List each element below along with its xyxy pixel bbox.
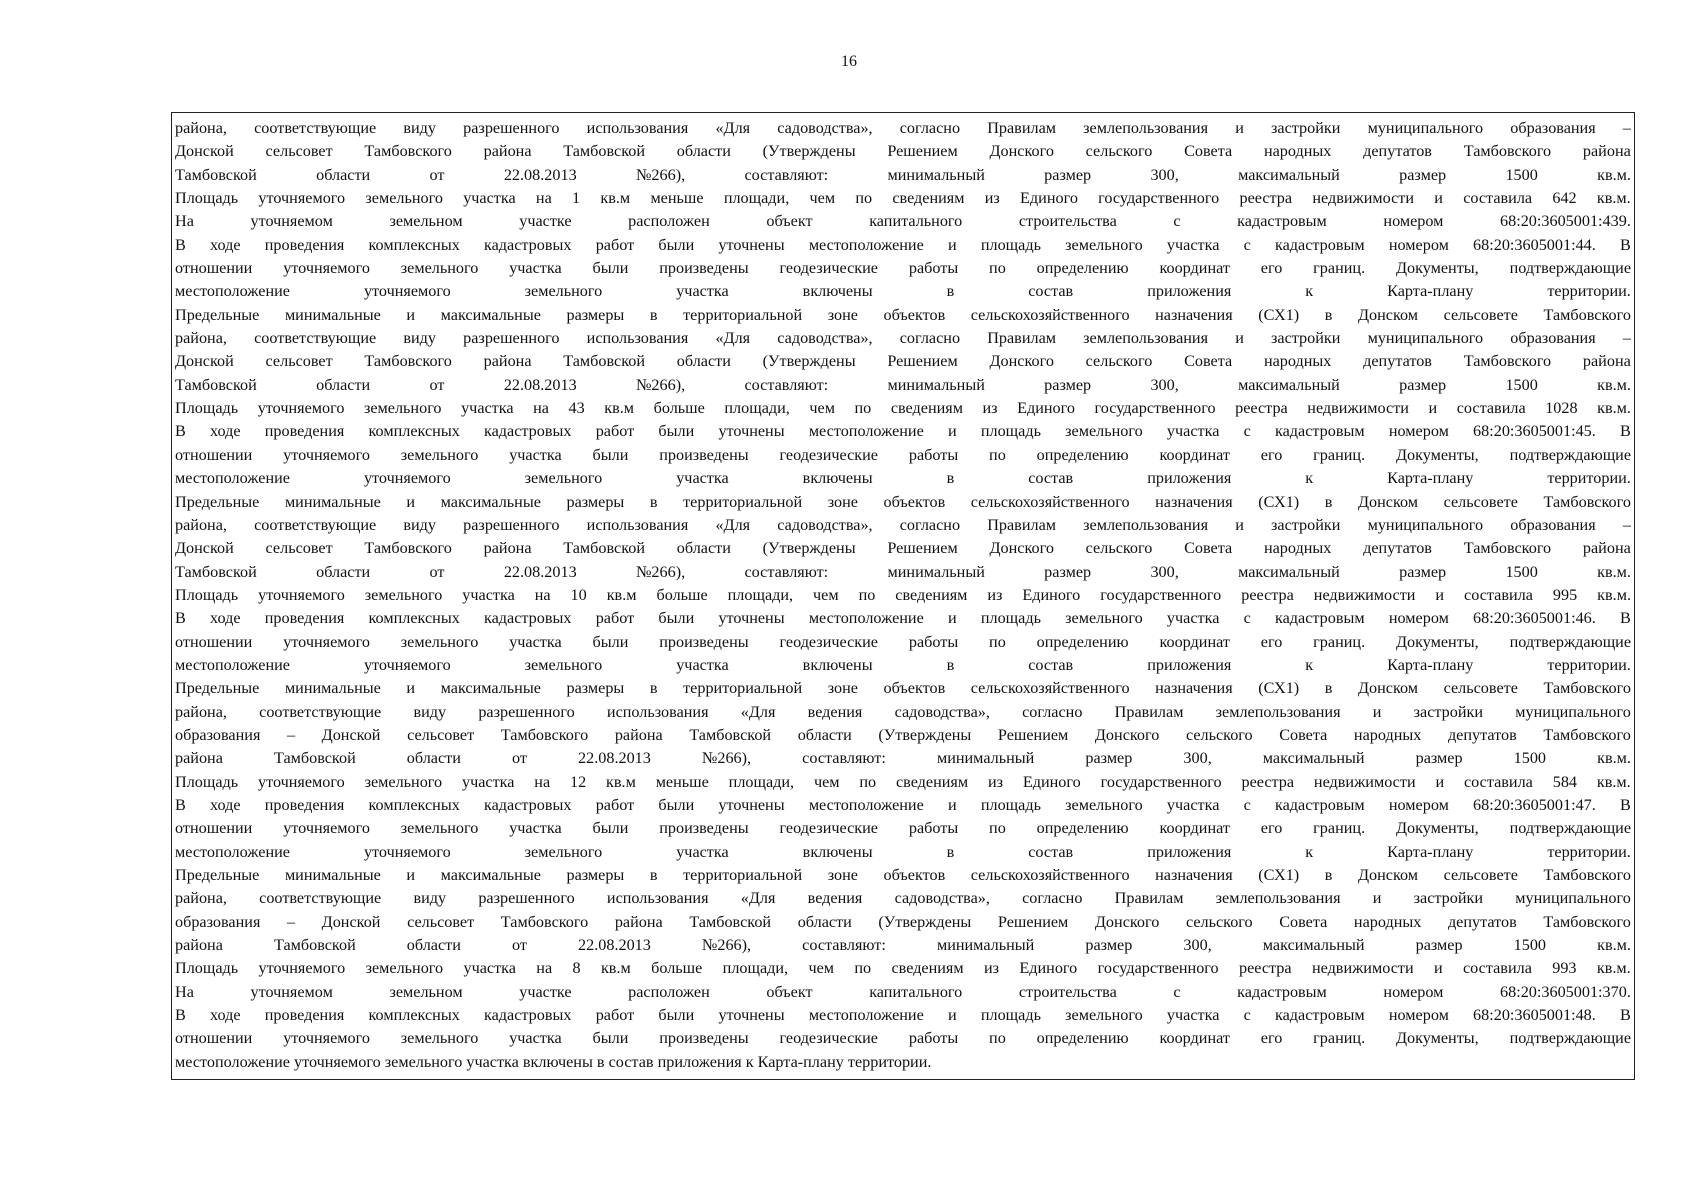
- text-line: Предельные минимальные и максимальные размеры в территориальной зоне объектов сельскохозяйственного назначения (СХ1) в Донском сельсовете Тамбовского: [175, 679, 1631, 698]
- text-line: района Тамбовской области от 22.08.2013 №266), составляют: минимальный размер 300, максимальный размер 1500 кв.м.: [175, 936, 1631, 955]
- text-line: местоположение уточняемого земельного участка включены в состав приложения к Карта-плану территории.: [175, 842, 1631, 861]
- text-line: Тамбовской области от 22.08.2013 №266), составляют: минимальный размер 300, максимальный размер 1500 кв.м.: [175, 562, 1631, 581]
- text-line: Тамбовской области от 22.08.2013 №266), составляют: минимальный размер 300, максимальный размер 1500 кв.м.: [175, 375, 1631, 394]
- text-line: отношении уточняемого земельного участка были произведены геодезические работы по определению координат его границ. Документы, подтверждающие: [175, 1029, 1631, 1048]
- text-line: Донской сельсовет Тамбовского района Тамбовской области (Утверждены Решением Донского сельского Совета народных депутатов Тамбовского района: [175, 142, 1631, 161]
- text-line: Площадь уточняемого земельного участка на 43 кв.м больше площади, чем по сведениям из Единого государственного реестра недвижимости и составила 1028 кв.м.: [175, 399, 1631, 418]
- text-line: На уточняемом земельном участке расположен объект капитального строительства с кадастровым номером 68:20:3605001:370.: [175, 982, 1631, 1001]
- text-line: Площадь уточняемого земельного участка на 10 кв.м больше площади, чем по сведениям из Единого государственного реестра недвижимости и составила 995 кв.м.: [175, 585, 1631, 604]
- text-line: местоположение уточняемого земельного участка включены в состав приложения к Карта-плану территории.: [175, 655, 1631, 674]
- text-line: района, соответствующие виду разрешенного использования «Для садоводства», согласно Правилам землепользования и застройки муниципального образования –: [175, 515, 1631, 534]
- text-line: образования – Донской сельсовет Тамбовского района Тамбовской области (Утверждены Решением Донского сельского Совета народных депутатов Тамбовского: [175, 725, 1631, 744]
- text-line: Площадь уточняемого земельного участка на 8 кв.м больше площади, чем по сведениям из Единого государственного реестра недвижимости и составила 993 кв.м.: [175, 959, 1631, 978]
- text-line: местоположение уточняемого земельного участка включены в состав приложения к Карта-плану территории.: [175, 1052, 932, 1071]
- text-line: Предельные минимальные и максимальные размеры в территориальной зоне объектов сельскохозяйственного назначения (СХ1) в Донском сельсовете Тамбовского: [175, 305, 1631, 324]
- text-line: В ходе проведения комплексных кадастровых работ были уточнены местоположение и площадь земельного участка с кадастровым номером 68:20:3605001:47. В: [175, 795, 1631, 814]
- text-line: Предельные минимальные и максимальные размеры в территориальной зоне объектов сельскохозяйственного назначения (СХ1) в Донском сельсовете Тамбовского: [175, 866, 1631, 884]
- text-line: района, соответствующие виду разрешенного использования «Для ведения садоводства», согласно Правилам землепользования и застройки муниципального: [175, 702, 1631, 721]
- text-line: района, соответствующие виду разрешенного использования «Для садоводства», согласно Правилам землепользования и застройки муниципального образования –: [175, 329, 1631, 348]
- text-line: отношении уточняемого земельного участка были произведены геодезические работы по определению координат его границ. Документы, подтверждающие: [175, 819, 1631, 838]
- text-line: В ходе проведения комплексных кадастровых работ были уточнены местоположение и площадь земельного участка с кадастровым номером 68:20:3605001:48. В: [175, 1006, 1631, 1025]
- text-line: Донской сельсовет Тамбовского района Тамбовской области (Утверждены Решением Донского сельского Совета народных депутатов Тамбовского района: [175, 352, 1631, 371]
- text-line: района Тамбовской области от 22.08.2013 №266), составляют: минимальный размер 300, максимальный размер 1500 кв.м.: [175, 749, 1631, 768]
- text-line: В ходе проведения комплексных кадастровых работ были уточнены местоположение и площадь земельного участка с кадастровым номером 68:20:3605001:45. В: [175, 422, 1631, 441]
- text-line: местоположение уточняемого земельного участка включены в состав приложения к Карта-плану территории.: [175, 469, 1631, 488]
- page-number: 16: [841, 53, 857, 70]
- text-line: местоположение уточняемого земельного участка включены в состав приложения к Карта-плану территории.: [175, 282, 1631, 301]
- text-line: В ходе проведения комплексных кадастровых работ были уточнены местоположение и площадь земельного участка с кадастровым номером 68:20:3605001:44. В: [175, 235, 1631, 254]
- text-line: Площадь уточняемого земельного участка на 12 кв.м меньше площади, чем по сведениям из Единого государственного реестра недвижимости и составила 584 кв.м.: [175, 772, 1631, 791]
- text-line: района, соответствующие виду разрешенного использования «Для ведения садоводства», согласно Правилам землепользования и застройки муниципального: [175, 889, 1631, 908]
- text-line: В ходе проведения комплексных кадастровых работ были уточнены местоположение и площадь земельного участка с кадастровым номером 68:20:3605001:46. В: [175, 609, 1631, 628]
- text-line: отношении уточняемого земельного участка были произведены геодезические работы по определению координат его границ. Документы, подтверждающие: [175, 632, 1631, 651]
- text-line: района, соответствующие виду разрешенного использования «Для садоводства», согласно Правилам землепользования и застройки муниципального образования –: [175, 119, 1631, 137]
- text-line: отношении уточняемого земельного участка были произведены геодезические работы по определению координат его границ. Документы, подтверждающие: [175, 259, 1631, 278]
- text-line: отношении уточняемого земельного участка были произведены геодезические работы по определению координат его границ. Документы, подтверждающие: [175, 445, 1631, 464]
- text-line: На уточняемом земельном участке расположен объект капитального строительства с кадастровым номером 68:20:3605001:439.: [175, 212, 1631, 231]
- text-line: Донской сельсовет Тамбовского района Тамбовской области (Утверждены Решением Донского сельского Совета народных депутатов Тамбовского района: [175, 539, 1631, 558]
- document-text-frame: [171, 112, 1635, 1080]
- text-line: Предельные минимальные и максимальные размеры в территориальной зоне объектов сельскохозяйственного назначения (СХ1) в Донском сельсовете Тамбовского: [175, 492, 1631, 511]
- text-line: Тамбовской области от 22.08.2013 №266), составляют: минимальный размер 300, максимальный размер 1500 кв.м.: [175, 165, 1631, 184]
- text-line: Площадь уточняемого земельного участка на 1 кв.м меньше площади, чем по сведениям из Единого государственного реестра недвижимости и составила 642 кв.м.: [175, 189, 1631, 208]
- text-line: образования – Донской сельсовет Тамбовского района Тамбовской области (Утверждены Решением Донского сельского Совета народных депутатов Тамбовского: [175, 912, 1631, 931]
